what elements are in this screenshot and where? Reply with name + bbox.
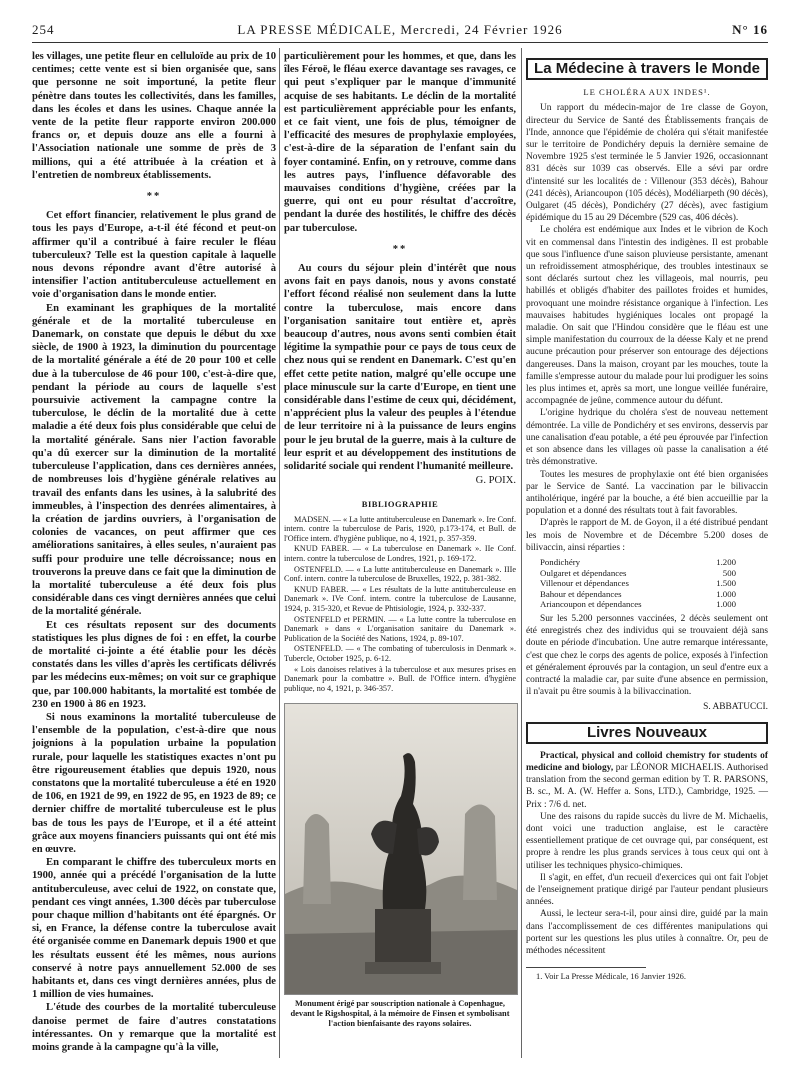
paragraph: Il s'agit, en effet, d'un recueil d'exercices qui ont fait l'objet de l'enseignement pratique dirigé par l'auteur pendant plusieurs années.: [526, 872, 768, 908]
paragraph: Cet effort financier, relativement le plus grand de tous les pays d'Europe, a-t-il été fécond et peut-on affirmer qu'il a contribué à faire reculer le fléau tuberculeux? Telle est la question capitale à laquelle nous devons répondre avant d'être autorisé à intensifier l'action antituberculeuse actuellement en voie d'organisation dans le monde entier.: [32, 210, 276, 301]
paragraph: L'origine hydrique du choléra s'est de nouveau nettement démontrée. La ville de Pondichéry et ses environs, desservis par une canalisation d'eau potable, a été peu éprouvée par l'infection et son absence dans les villages où passe la canalisation a été très démonstrative.: [526, 408, 768, 468]
author-signature: S. ABBATUCCI.: [703, 702, 768, 713]
issue-number: N° 16: [732, 22, 768, 37]
section-stars: **: [392, 243, 408, 255]
paragraph: Si nous examinons la mortalité tuberculeuse de l'ensemble de la population, c'est-à-dire que nous joignions à la population urbaine la population rurale, pour laquelle les statistiques exactes n'ont pu être rigoureusement établies que depuis 1920, nous constatons que la mortalité tuberculeuse a été en 1920 de 106, en 1921 de 99, en 1922 de 95, en 1923 de 89; ce dernier chiffre de mortalité tuberculeuse est le plus bas de tous les pays de l'Europe, et il a été atteint grâce aux moyens financiers puissants qui ont été mis en œuvre.: [32, 711, 276, 855]
paragraph: les villages, une petite fleur en celluloïde au prix de 10 centimes; cette vente est si bien organisée que, sans que personne ne soit importuné, la petite fleur pénètre dans toutes les collectivités, dans les familles, dans les écoles et dans les usines. Chaque année la vente de la petite fleur rapporte environ 200.000 francs or, et depuis douze ans elle a fourni à l'Association nationale une somme de près de 3 millions, qui a été attribuée à la création et à l'entretien de nombreux établissements.: [32, 51, 276, 181]
allocation-place: Ariancoupon et dépendances: [540, 599, 642, 610]
allocation-place: Pondichéry: [540, 556, 581, 567]
paragraph: Au cours du séjour plein d'intérêt que nous avons fait en pays danois, nous y avons constaté l'effort fécond réalisé non seulement dans la lutte contre la tuberculose, mais encore dans l'organisation sanitaire tout entière et, après beaucoup d'autres, nous avons senti combien était légitime la sympathie pour ce pays de tous ceux de chez nous qui se rendent en Danemark. C'est qu'en effet cette petite nation, malgré qu'elle occupe une place minuscule sur la carte d'Europe, en tient une considérable dans l'estime de ceux qui, décidément, n'apprécient plus la valeur des peuples à l'étendue de leur territoire ni à la puissance de leurs engins pour le jeu brutal de la guerre, mais à la culture de leur esprit et au développement des institutions de solidarité sociale qui rendent l'humanité meilleure.: [284, 263, 516, 473]
column-divider-1: [279, 48, 280, 1058]
paragraph: D'après le rapport de M. de Goyon, il a été distribué pendant les mois de Novembre et de Décembre 5.200 doses de bilivaccin, ainsi réparties :: [526, 518, 768, 553]
section-stars: **: [146, 191, 162, 203]
paragraph: Toutes les mesures de prophylaxie ont été bien organisées par le Service de Santé. La vaccination par le bilivaccin antiholérique, ingéré par la bouche, a été bien accueillie par la population et a donné des résultats tout à fait favorables.: [526, 469, 768, 517]
author-signature: G. POIX.: [475, 475, 516, 487]
paragraph: En comparant le chiffre des tuberculeux morts en 1900, année qui a précédé l'organisation de la lutte antituberculeuse, avec celui de 1922, on constate que, pendant ces vingt années, 1.300 décès par tuberculose pour chaque million d'habitants ont été épargnés. Or si, en France, la défense contre la tuberculose avait été organisée comme en Danemark depuis 1900 et que les résultats eussent été les mêmes, nous aurions conservé à notre pays annuellement 52.000 de ses habitants et, dans ces vingt dernières années, plus de 1 million de vies humaines.: [32, 857, 276, 1001]
column-3: [526, 50, 768, 983]
book-title: Practical, physical and colloid chemistry for students of medicine and biology,: [526, 750, 768, 773]
bibliography-entry: OSTENFELD. — « La lutte antituberculeuse en Danemark ». IIIe Conf. intern. contre la tuberculose de Bruxelles, 1922, p. 381-382.: [284, 564, 516, 584]
allocation-place: Bahour et dépendances: [540, 588, 622, 599]
paragraph: Sur les 5.200 personnes vaccinées, 2 décès seulement ont été enregistrés chez des individus qui se trouvaient déjà sans doute en période d'incubation. Une autre remarque intéressante, c'est que chez le corps des agents de police, exposés à l'infection et généralement éprouvés par la contagion, un seul d'entre eux a contracté la maladie car, par suite d'une absence en permission, il n'avait pu être soumis à la bilivaccination.: [526, 613, 768, 698]
paragraph: Une des raisons du rapide succès du livre de M. Michaelis, dont voici une traduction anglaise, est le caractère essentiellement pratique de cet ouvrage qui, par conséquent, est propre à rendre les plus grands services à tous ceux qui ont à utiliser les techniques physico-chimiques.: [526, 811, 768, 871]
paragraph: L'étude des courbes de la mortalité tuberculeuse danoise permet de faire d'autres constatations intéressantes. On y remarque que la mortalité est moins grande à la campagne qu'à la ville,: [32, 1002, 276, 1054]
allocation-row: [540, 568, 736, 579]
bibliography-entry: OSTENFELD. — « The combating of tuberculosis in Denmark ». Tubercle, October 1925, p. 6-12.: [284, 644, 516, 664]
paragraph: En examinant les graphiques de la mortalité générale et de la mortalité tuberculeuse en Danemark, on constate que depuis le début du xxe siècle, de 1900 à 1923, la diminution du pourcentage de la mortalité générale a été de 20 pour 100 et celle due à la tuberculose de 46 pour 100, c'est-à-dire que, pendant la période au cours de laquelle s'est poursuivie activement la campagne contre la tuberculose, le déclin de la mortalité due à cette maladie a été deux fois plus considérable que celui de la mortalité générale. Sans nier l'action favorable qu'a dû exercer sur la diminution de la mortalité tuberculeuse l'application, dans ces dernières années, de nombreuses lois d'hygiène générale relatives au travail des enfants dans les usines, à la salubrité des immeubles, à l'inspection des denrées alimentaires, à la création de jardins ouvriers, à l'organisation de colonies de vacances, on peut affirmer que ces améliorations sanitaires, à elles seules, n'auraient pas suffi pour produire une telle décroissance; nous en trouverons la preuve dans ce fait que la diminution de la mortalité tuberculeuse a été deux fois plus considérable dans ces vingt dernières années que celui de la mortalité générale.: [32, 302, 276, 618]
allocation-row: [540, 557, 736, 568]
paragraph: Aussi, le lecteur sera-t-il, pour ainsi dire, guidé par la main dans l'accomplissement de ces différentes manipulations qui portent sur les questions les plus utiles à connaître. Or, peu de méthodes nécessitent: [526, 909, 768, 956]
monument-photo: [284, 703, 518, 995]
allocation-row: [540, 578, 736, 589]
article-subtitle: LE CHOLÉRA AUX INDES¹.: [583, 87, 711, 98]
allocation-doses: 1.200: [716, 556, 736, 567]
allocation-doses: 1.000: [716, 599, 736, 610]
bibliography-entry: « Lois danoises relatives à la tuberculose et aux mesures prises en Danemark pour la combattre ». Bull. de l'Office intern. d'hygiène publique, no 4, 1921, p. 346-357.: [284, 664, 516, 693]
journal-title: LA PRESSE MÉDICALE, Mercredi, 24 Février 1926: [237, 22, 563, 37]
footnote: 1. Voir La Presse Médicale, 16 Janvier 1926.: [536, 972, 686, 982]
footnote-rule: [526, 967, 646, 968]
allocation-doses: 1.500: [716, 578, 736, 589]
book-entry: [526, 750, 768, 811]
allocation-doses: 500: [722, 567, 736, 578]
section-title-medecine: La Médecine à travers le Monde: [526, 58, 768, 80]
bibliography-entry: KNUD FABER. — « La tuberculose en Danemark ». IIe Conf. intern. contre la tuberculose de Londres, 1921, p. 169-172.: [284, 544, 516, 564]
bibliography-entry: MADSEN. — « La lutte antituberculeuse en Danemark ». Ire Conf. intern. contre la tuberculose de Paris, 1920, p.173-174, et Bull. de l'Office intern. d'hygiène publique, no 4, 1921, p. 357-359.: [284, 514, 516, 543]
paragraph: particulièrement pour les hommes, et que, dans les îles Féroë, le fléau exerce davantage ses ravages, ce qui peut s'expliquer par le manque d'immunité acquise de ses habitants. Le déclin de la mortalité est particulièrement appréciable pour les enfants, et ce fait vient, une fois de plus, témoigner de l'efficacité des mesures de prophylaxie employées, c'est-à-dire de la séparation de l'enfant sain du foyer contaminé. Enfin, on y retrouve, comme dans les autres pays, l'influence défavorable des mauvaises conditions d'hygiène, créées par la guerre, qui ont eu pour résultat d'accroître, pendant la durée des hostilités, le chiffre des décès par tuberculose.: [284, 51, 516, 234]
bibliography-title: BIBLIOGRAPHIE: [361, 498, 439, 509]
column-divider-2: [521, 48, 522, 1058]
column-2: [284, 50, 516, 1029]
paragraph: Et ces résultats reposent sur des documents statistiques les plus dignes de foi : en effet, la courbe de mortalité ci-jointe a été établie pour les décès constatés dans les villes d'après les certificats délivrés par les médecins eux-mêmes; on voit sur ce graphique que, par 100.000 habitants, la mortalité est tombée de 230 en 1900 à 86 en 1923.: [32, 619, 276, 710]
allocation-place: Villenour et dépendances: [540, 578, 629, 589]
page-header: [32, 22, 768, 42]
allocation-row: [540, 589, 736, 600]
bibliography-entry: KNUD FABER. — « Les résultats de la lutte antituberculeuse en Danemark ». IVe Conf. intern. contre la tuberculose de Lausanne, 1924, p. 315-320, et Revue de Phtisiologie, 1924, p. 332-337.: [284, 584, 516, 614]
bibliography-entry: OSTENFELD et PERMIN. — « La lutte contre la tuberculose en Danemark » dans « L'organisation sanitaire du Danemark ». Publication de la Société des Nations, 1924, p. 89-107.: [284, 614, 516, 643]
figure-caption: Monument érigé par souscription nationale à Copenhague, devant le Rigshospital, à la mémoire de Finsen et symbolisant l'action bienfaisante des rayons solaires.: [290, 999, 510, 1029]
paragraph: Le choléra est endémique aux Indes et le vibrion de Koch vit en commensal dans l'intestin des indigènes. Il est probable que sous l'influence d'une saison pluvieuse persistante, amenant un refroidissement atmosphérique, des troubles intestinaux se sont déclarés surtout chez les villageois, mal nourris, peu habillés et obligés d'habiter des paillotes froides et humides, provoquant une moindre résistance organique à l'infection. Les mauvaises habitudes hygiéniques locales ont propagé la maladie. On sait que l'Hindou considère que le fléau est une simple manifestation du courroux de la déesse Kaly et ne prend aucune précaution pour préserver son entourage des déjections dangereuses. Dans la maison, croyant par les mouches, toute la famille s'empresse autour du malade pour lui prodiguer les soins les plus intimes et, après sa mort, une longue veillée funéraire, accompagnée de jeûne, commence autour du défunt.: [526, 225, 768, 407]
allocation-doses: 1.000: [716, 588, 736, 599]
header-rule: [32, 42, 768, 43]
allocation-row: [540, 599, 736, 610]
paragraph: Un rapport du médecin-major de 1re classe de Goyon, directeur du Service de Santé des Établissements français de l'Inde, annonce que l'épidémie de choléra qui s'était manifestée sur le territoire de Pondichéry depuis la dernière semaine de Novembre 1925 s'est terminée le 5 Janvier 1926, occasionnant 831 décès sur 1039 cas observés. Elle a sévi par ordre d'intensité sur les localités de : Villenour (353 décès), Bahour (241 décès), Ariancoupon (105 décès), Modéliarpeth (90 décès), Oulgaret (45 décès), Pondichéry (27 décès), avec fastigium épidémique du 15 au 29 Décembre (529 cas, 406 décès).: [526, 103, 768, 224]
column-1: [32, 50, 276, 1054]
book-details: par LÉONOR MICHAELIS. Authorised translation from the second german edition by T. R. PARSONS, B. sc., M. A. (W. Heffer a. Sons, LTD.), Cambridge, 1925. — Prix : 7/6 d. net.: [526, 762, 769, 810]
page-number: 254: [32, 22, 55, 37]
allocation-place: Oulgaret et dépendances: [540, 567, 627, 578]
monument-illustration: [285, 704, 517, 994]
section-title-livres: Livres Nouveaux: [526, 722, 768, 744]
dose-allocation-table: [540, 557, 768, 610]
